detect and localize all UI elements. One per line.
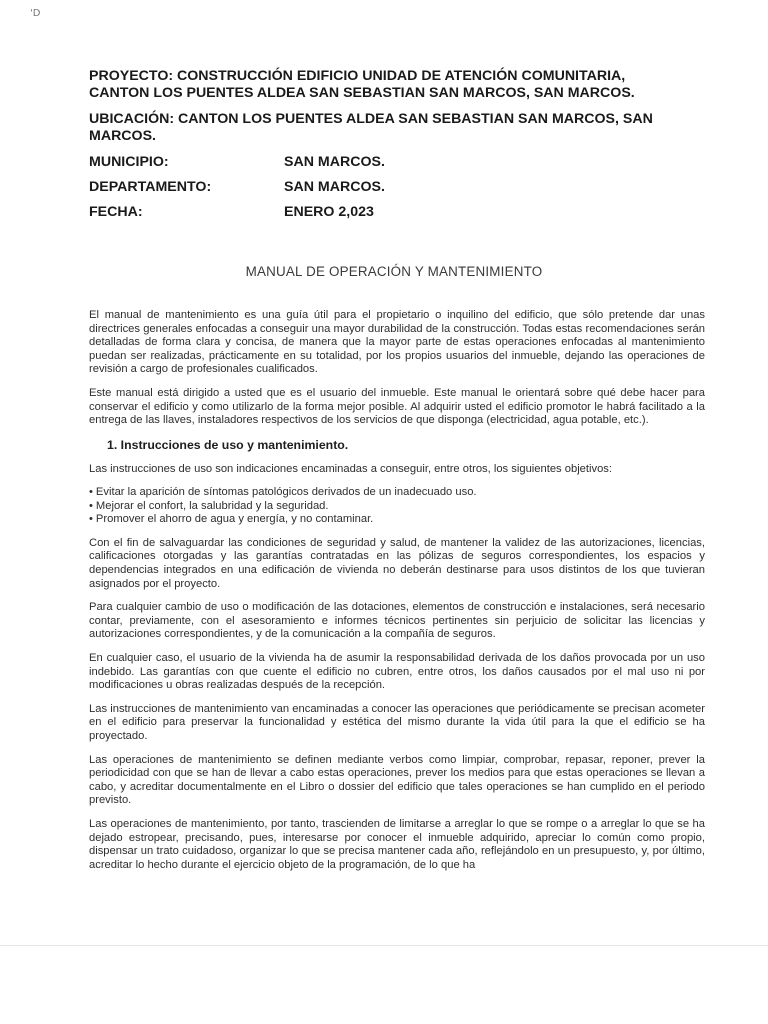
ubicacion-heading: UBICACIÓN: CANTON LOS PUENTES ALDEA SAN SEBASTIAN SAN MARCOS, SAN MARCOS.	[89, 111, 653, 144]
paragraph-changes: Para cualquier cambio de uso o modificación de las dotaciones, elementos de construcción e instalaciones, será necesario contar, previamente, con el asesoramiento e informes técnicos pertinentes sin perjuicio de solicitar las licencias y autorizaciones correspondientes, y de la comunicación a la compañía de seguros.	[89, 601, 705, 641]
document-body	[89, 309, 705, 882]
bullet-icon: •	[89, 486, 93, 499]
document-header	[89, 68, 689, 229]
fecha-value: ENERO 2,023	[284, 204, 374, 220]
bullet-icon: •	[89, 513, 93, 526]
proyecto-heading: PROYECTO: CONSTRUCCIÓN EDIFICIO UNIDAD DE ATENCIÓN COMUNITARIA, CANTON LOS PUENTES ALDEA SAN SEBASTIAN SAN MARCOS, SAN MARCOS.	[89, 68, 635, 101]
paragraph-safety: Con el fin de salvaguardar las condiciones de seguridad y salud, de mantener la validez de las autorizaciones, licencias, calificaciones otorgadas y las garantías contratadas en las pólizas de seguros correspondientes, los espacios y dependencias integrados en una edificación de vivienda no deberán destinarse para usos distintos de los que tuvieran asignados por el proyecto.	[89, 536, 705, 590]
paragraph-intro: El manual de mantenimiento es una guía útil para el propietario o inquilino del edificio, que sólo pretende dar unas directrices generales enfocadas a conseguir una mayor durabilidad de la construcción. Todas estas recomendaciones serán detalladas de forma clara y concisa, de manera que la mayor parte de estas operaciones enfocadas al mantenimiento puedan ser realizadas, prácticamente en su totalidad, por los propios usuarios del inmueble, dejando las operaciones de revisión a cargo de profesionales cualificados.	[89, 309, 705, 376]
paragraph-maintenance-scope: Las operaciones de mantenimiento, por tanto, trascienden de limitarse a arreglar lo que se rompe o a arreglar lo que se ha dejado estropear, precisando, pues, interesarse por conocer el inmueble adquirido, apreciar lo común como propio, dispensar un trato cuidadoso, organizar lo que se precisa mantener cada año, reflejándolo en un presupuesto, y, por último, acreditar lo hecho durante el ejercicio objeto de la programación, de lo que ha	[89, 817, 705, 871]
municipio-value: SAN MARCOS.	[284, 154, 385, 170]
page-edge-divider	[0, 945, 768, 946]
bullet-icon: •	[89, 499, 93, 512]
paragraph-purpose: Este manual está dirigido a usted que es el usuario del inmueble. Este manual le orientará sobre qué debe hacer para conservar el edificio y como utilizarlo de la forma mejor posible. Al adquirir usted el edificio promotor le habrá facilitado a la entrega de las llaves, instaladores respectivos de los servicios de que disponga (electricidad, agua potable, etc.).	[89, 386, 705, 427]
page-mark: 'D	[30, 8, 41, 19]
list-item	[89, 486, 705, 500]
paragraph-maintenance-operations: Las operaciones de mantenimiento se definen mediante verbos como limpiar, comprobar, repasar, reponer, prever la periodicidad con que se han de llevar a cabo estas operaciones, prever los medios para que estas operaciones se llevan a cabo, y acreditar documentalmente en el Libro o dossier del edificio que tales operaciones se han cumplido en el periodo previsto.	[89, 753, 705, 807]
paragraph-maintenance-instructions: Las instrucciones de mantenimiento van encaminadas a conocer las operaciones que periódicamente se precisan acometer en el edificio para preservar la funcionalidad y estética del mismo durante la vida útil para la que el edificio se ha proyectado.	[89, 702, 705, 742]
list-item-text: Mejorar el confort, la salubridad y la seguridad.	[95, 499, 329, 512]
section-heading: 1. Instrucciones de uso y mantenimiento.	[107, 437, 349, 452]
municipio-label: MUNICIPIO:	[89, 154, 169, 170]
list-item-text: Evitar la aparición de síntomas patológicos derivados de un inadecuado uso.	[95, 486, 477, 499]
departamento-row	[89, 179, 689, 196]
paragraph-responsibility: En cualquier caso, el usuario de la vivienda ha de asumir la responsabilidad derivada de los daños provocada por un uso indebido. Las garantías con que cuente el edificio no cubren, entre otros, los daños causados por el mal uso ni por modificaciones u obras realizadas después de la recepción.	[89, 652, 705, 692]
list-item-text: Promover el ahorro de agua y energía, y no contaminar.	[95, 513, 374, 526]
objectives-list	[89, 486, 705, 527]
departamento-label: DEPARTAMENTO:	[89, 179, 212, 195]
departamento-value: SAN MARCOS.	[284, 179, 385, 195]
municipio-row	[89, 154, 689, 171]
fecha-row	[89, 204, 689, 221]
list-item	[89, 500, 705, 514]
fecha-label: FECHA:	[89, 204, 143, 220]
list-item	[89, 513, 705, 527]
paragraph-objectives-intro: Las instrucciones de uso son indicaciones encaminadas a conseguir, entre otros, los siguientes objetivos:	[89, 462, 613, 475]
manual-title: MANUAL DE OPERACIÓN Y MANTENIMIENTO	[245, 264, 543, 279]
